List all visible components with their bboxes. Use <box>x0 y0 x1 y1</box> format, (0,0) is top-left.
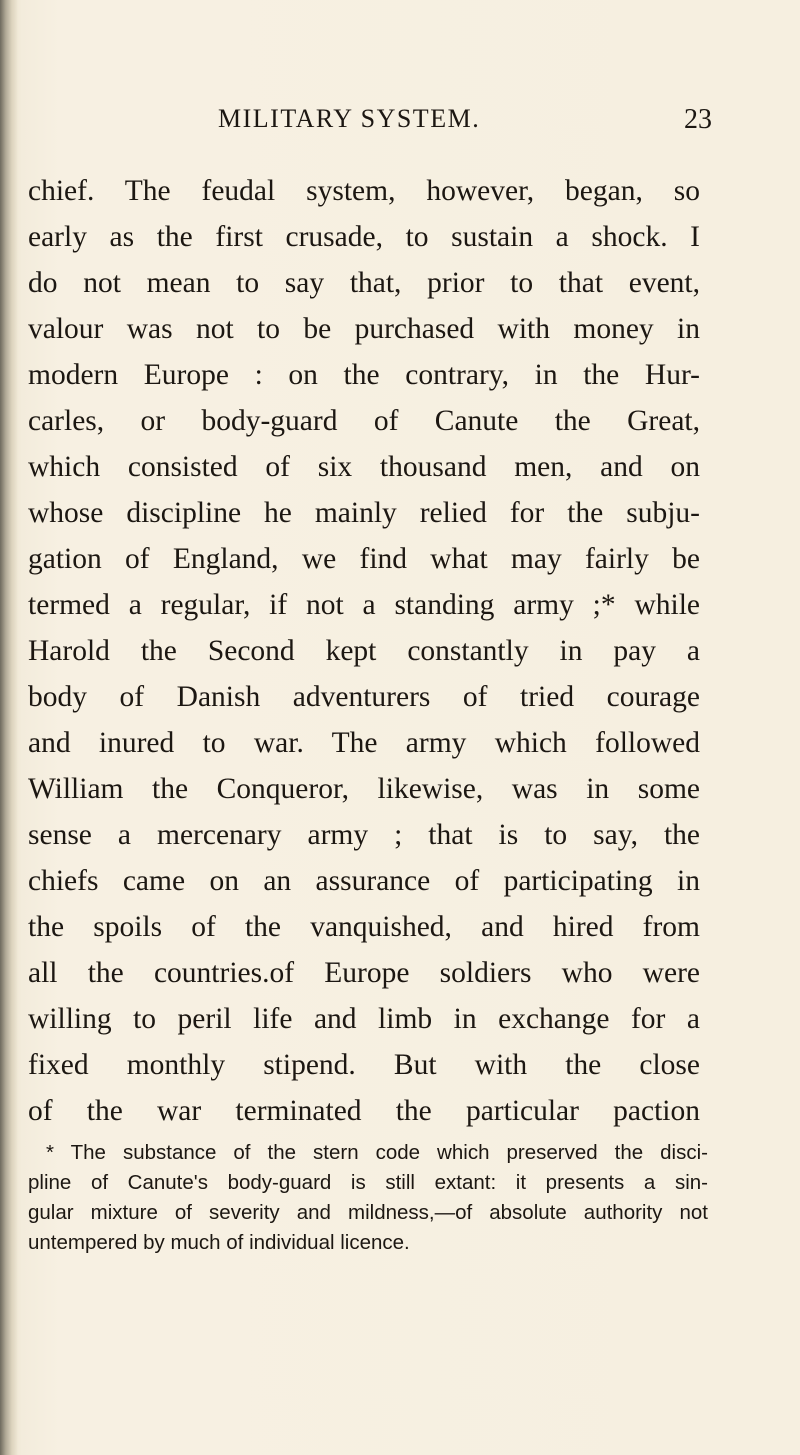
body-line: chief. The feudal system, however, began, so <box>28 175 700 207</box>
body-line: do not mean to say that, prior to that event, <box>28 267 700 299</box>
body-line: valour was not to be purchased with money in <box>28 313 700 345</box>
body-line: gation of England, we find what may fairly be <box>28 543 700 575</box>
body-line: termed a regular, if not a standing army ;* while <box>28 589 700 621</box>
body-line: willing to peril life and limb in exchange for a <box>28 1003 700 1035</box>
body-line: and inured to war. The army which followed <box>28 727 700 759</box>
footnote-line: untempered by much of individual licence. <box>28 1231 410 1254</box>
page-header <box>0 104 800 144</box>
body-line: carles, or body-guard of Canute the Great, <box>28 405 700 437</box>
body-line: chiefs came on an assurance of participating in <box>28 865 700 897</box>
body-line: body of Danish adventurers of tried courage <box>28 681 700 713</box>
body-line: fixed monthly stipend. But with the close <box>28 1049 700 1081</box>
body-line: sense a mercenary army ; that is to say, the <box>28 819 700 851</box>
body-line: which consisted of six thousand men, and on <box>28 451 700 483</box>
footnote-line: gular mixture of severity and mildness,—of absolute authority not <box>28 1201 708 1224</box>
body-line: all the countries.of Europe soldiers who were <box>28 957 700 989</box>
footnote <box>28 1138 708 1258</box>
body-line: early as the first crusade, to sustain a shock. I <box>28 221 700 253</box>
body-line: the spoils of the vanquished, and hired from <box>28 911 700 943</box>
footnote-line: pline of Canute's body-guard is still extant: it presents a sin- <box>28 1171 708 1194</box>
page-number: 23 <box>684 104 712 135</box>
footnote-line: * The substance of the stern code which preserved the disci- <box>46 1141 708 1164</box>
body-line: William the Conqueror, likewise, was in some <box>28 773 700 805</box>
body-text <box>28 168 700 1134</box>
body-line: Harold the Second kept constantly in pay a <box>28 635 700 667</box>
body-line: modern Europe : on the contrary, in the Hur- <box>28 359 700 391</box>
page-gutter-shadow <box>0 0 18 1455</box>
running-title: MILITARY SYSTEM. <box>218 104 481 133</box>
body-line: whose discipline he mainly relied for the subju- <box>28 497 700 529</box>
body-line: of the war terminated the particular paction <box>28 1095 700 1127</box>
